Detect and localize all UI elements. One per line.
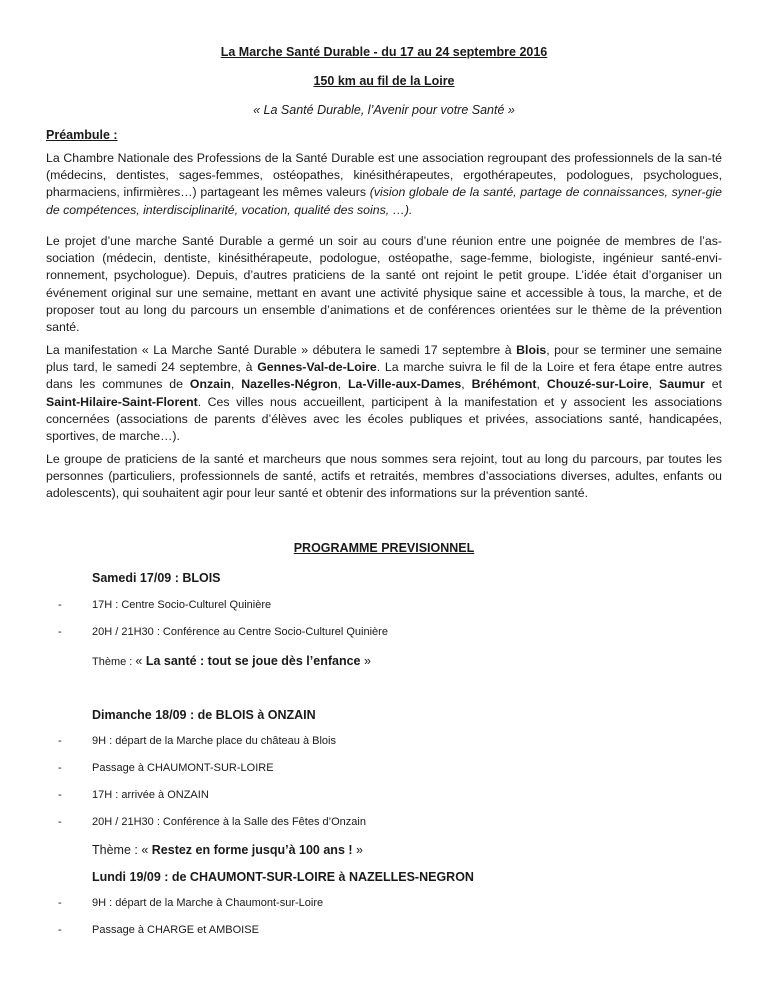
day3-title: Lundi 19/09 : de CHAUMONT-SUR-LOIRE à NAZELLES-NEGRON — [92, 870, 474, 884]
list-dash: - — [58, 816, 62, 828]
paragraph-association-values: (vision globale de la santé, partage de connaissances, syner-gie de compétences, interdisciplinarité, vocation, qualité des soins, …). — [46, 185, 722, 217]
p3-sep-4: , — [536, 377, 547, 392]
list-item-text: 20H / 21H30 : Conférence à la Salle des Fêtes d’Onzain — [92, 816, 366, 828]
city-la-ville-aux-dames: La-Ville-aux-Dames — [348, 377, 462, 392]
list-dash: - — [58, 924, 62, 936]
city-nazelles: Nazelles-Négron — [241, 377, 338, 392]
document-subtitle: 150 km au fil de la Loire — [313, 74, 455, 88]
list-item-text: Passage à CHAUMONT-SUR-LOIRE — [92, 762, 274, 774]
paragraph-association — [46, 150, 722, 219]
day2-title: Dimanche 18/09 : de BLOIS à ONZAIN — [92, 708, 316, 722]
theme-close-quote: » — [360, 654, 371, 668]
document-title: La Marche Santé Durable - du 17 au 24 septembre 2016 — [220, 45, 548, 59]
p3-text-b: , pour se terminer une semaine plus tard, le samedi 24 septembre, à — [46, 343, 722, 375]
list-dash: - — [58, 735, 62, 747]
city-brehemont: Bréhémont — [471, 377, 537, 392]
city-gennes: Gennes-Val-de-Loire — [257, 360, 377, 375]
theme-open-quote: « — [135, 654, 146, 668]
p3-sep-5: , — [648, 377, 660, 392]
list-dash: - — [58, 626, 62, 638]
day1-title: Samedi 17/09 : BLOIS — [92, 571, 221, 585]
document-slogan: « La Santé Durable, l’Avenir pour votre Santé » — [253, 103, 515, 117]
list-dash: - — [58, 762, 62, 774]
preambule-heading: Préambule : — [46, 128, 118, 142]
list-item-text: 17H : Centre Socio-Culturel Quinière — [92, 599, 272, 611]
list-item-text: 17H : arrivée à ONZAIN — [92, 789, 209, 801]
paragraph-projet: Le projet d’une marche Santé Durable a germé un soir au cours d’une réunion entre une poignée de membres de l’as-sociation (médecin, dentiste, kinésithérapeute, podologue, ostéopathe, sage-femme, biologiste, ingénieur santé-envi-ronnement, psychologue). Depuis, d’autres praticiens de la santé ont rejoint le petit groupe. L’idée était d’organiser un événement original sur une semaine, mettant en avant une activité physique saine et accessible à tous, la marche, et de proposer tout au long du parcours un ensemble d’animations et de conférences orientées sur le thème de la prévention santé. — [46, 234, 722, 335]
list-dash: - — [58, 789, 62, 801]
p3-sep-3: , — [461, 377, 472, 392]
theme-text: Restez en forme jusqu’à 100 ans ! — [151, 843, 353, 857]
list-item-text: 9H : départ de la Marche place du château à Blois — [92, 735, 336, 747]
list-dash: - — [58, 599, 62, 611]
list-item-text: 20H / 21H30 : Conférence au Centre Socio-Culturel Quinière — [92, 626, 388, 638]
list-item-text: Passage à CHARGE et AMBOISE — [92, 924, 259, 936]
list-item-text: 9H : départ de la Marche à Chaumont-sur-Loire — [92, 897, 324, 909]
list-dash: - — [58, 897, 62, 909]
theme-close-quote: » — [352, 843, 363, 857]
theme-label: Thème : — [92, 656, 136, 668]
p3-sep-2: , — [337, 377, 348, 392]
theme-open-quote: « — [141, 843, 152, 857]
p3-text-d: . Ces villes nous accueillent, participent à la manifestation et y associent les associations concernées (associations de parents d’élèves avec les écoles publiques et privées, associations santé, handicapées, sportives, de marche…). — [46, 394, 722, 444]
p3-et: et — [704, 377, 723, 392]
programme-heading: PROGRAMME PREVISIONNEL — [293, 541, 475, 555]
city-saumur: Saumur — [659, 377, 705, 392]
paragraph-groupe: Le groupe de praticiens de la santé et marcheurs que nous sommes sera rejoint, tout au long du parcours, par toutes les personnes (particuliers, professionnels de santé, actifs et retraités, membres d’associations diverses, adultes, enfants ou adolescents), qui souhaitent agir pour leur santé et obtenir des informations sur la prévention santé. — [46, 452, 722, 501]
paragraph-manifestation — [46, 342, 722, 445]
city-onzain: Onzain — [189, 377, 231, 392]
city-saint-hilaire: Saint-Hilaire-Saint-Florent — [46, 394, 198, 409]
p3-text-a: La manifestation « La Marche Santé Durable » débutera le samedi 17 septembre à — [46, 343, 517, 357]
city-chouze: Chouzé-sur-Loire — [546, 377, 649, 392]
theme-label: Thème : — [92, 843, 142, 857]
paragraph-association-text: La Chambre Nationale des Professions de la Santé Durable est une association regroupant des professionnels de la san-té (médecins, dentistes, sages-femmes, ostéopathes, kinésithérapeutes, ergothérapeutes, podologues, psychologues, pharmaciens, infirmières…) partageant les mêmes valeurs — [46, 151, 722, 200]
city-blois: Blois — [516, 343, 547, 357]
p3-sep-1: , — [230, 377, 242, 392]
day1-theme — [92, 652, 371, 670]
day2-theme — [92, 841, 363, 859]
p3-text-c: . La marche suivra le fil de la Loire et fera étape entre autres dans les communes de — [46, 360, 723, 392]
theme-text: La santé : tout se joue dès l’enfance — [145, 654, 361, 668]
